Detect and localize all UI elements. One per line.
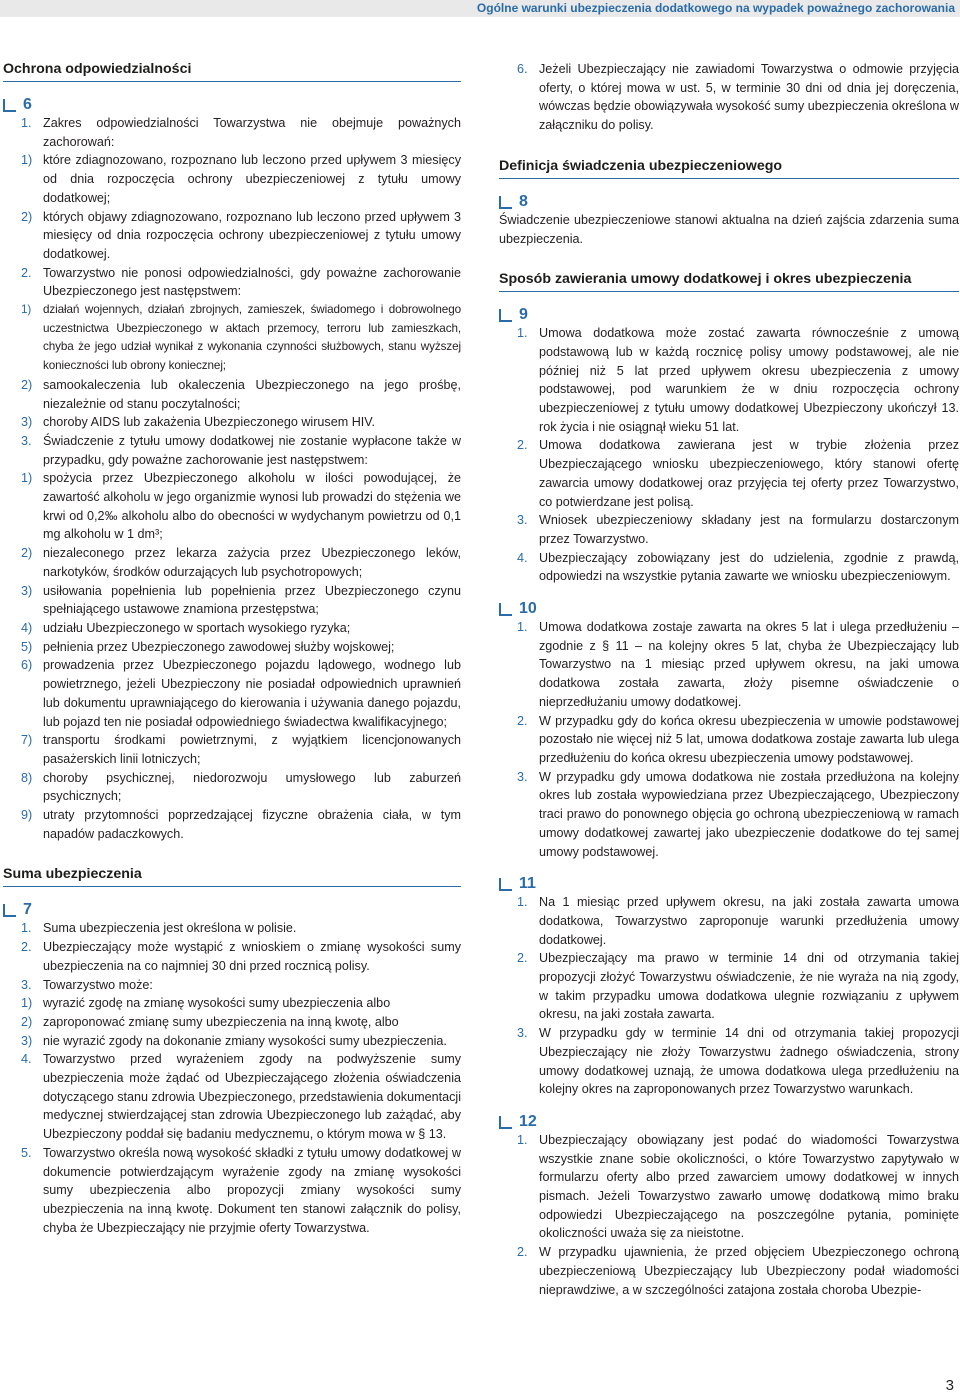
paragraph-number: 10 [519, 600, 537, 618]
list-text: działań wojennych, działań zbrojnych, zamieszek, świadomego i dobrowolnego uczestnictwa Ubezpieczonego w aktach przemocy, terroru lub zamieszkach, chyba że jego udział wynikał z wykonania czynności służbowych, stanu wyższej konieczności lub obrony koniecznej; [43, 303, 461, 373]
paragraph-heading-8 [499, 189, 959, 211]
list-number: 2. [517, 713, 528, 728]
list-text: Suma ubezpieczenia jest określona w polisie. [43, 921, 297, 936]
list-number: 1) [21, 471, 33, 486]
list-text: samookaleczenia lub okaleczenia Ubezpieczonego na jego prośbę, niezależnie od stanu poczytalności; [43, 377, 461, 411]
right-column [499, 60, 959, 1299]
list-number: 3. [21, 433, 32, 448]
list-number: 3) [21, 415, 33, 430]
list-item [499, 1243, 959, 1299]
list-text: Na 1 miesiąc przed upływem okresu, na jaki została zawarta umowa dodatkowa, Towarzystwo zaproponuje warunki przedłużenia umowy dodatkowej. [539, 895, 959, 947]
section-heading-liability: Ochrona odpowiedzialności [3, 60, 461, 82]
list-item [3, 1050, 461, 1144]
list-item [3, 301, 461, 376]
list-number: 2. [517, 438, 528, 453]
list-text: prowadzenia przez Ubezpieczonego pojazdu lądowego, wodnego lub powietrznego, jeżeli Ubezpieczony nie posiadał odpowiednich uprawnień lub dokumentu uprawniającego do kierowania i używania danego pojazdu, lub pojazd ten nie posiadał odpowiedniego świadectwa kwalifikacyjnego; [43, 658, 461, 729]
list-number: 1. [21, 116, 32, 130]
paragraph-mark-icon [499, 603, 512, 616]
list-text: pełnienia przez Ubezpieczonego zawodowej służby wojskowej; [43, 639, 395, 654]
list-item [499, 511, 959, 548]
list-item [3, 208, 461, 264]
list-number: 8) [21, 770, 33, 785]
list-item [499, 324, 959, 436]
list-text: Umowa dodatkowa zostaje zawarta na okres 5 lat i ulega przedłużeniu – zgodnie z § 11 – na kolejny okres 5 lat, chyba że Ubezpieczający lub Towarzystwo na 1 miesiąc przed upływem okresu, na jaki umowa dodatkowa została zawarta, złoży pisemne oświadczenie o nieprzedłużaniu umowy dodatkowej. [539, 620, 959, 709]
list-text: nie wyrazić zgody na dokonanie zmiany wysokości sumy ubezpieczenia. [43, 1033, 447, 1048]
list-item [3, 582, 461, 619]
list-number: 2. [517, 951, 528, 966]
list-text: które zdiagnozowano, rozpoznano lub leczono przed upływem 3 miesięcy od dnia rozpoczęcia ochrony ubezpieczeniowej z tytułu umowy dodatkowej; [43, 153, 461, 205]
page-number: 3 [945, 1377, 954, 1394]
list-item [3, 432, 461, 469]
list-text: W przypadku gdy umowa dodatkowa nie została przedłużona na kolejny okres lub została wypowiedziana przez Ubezpieczającego, Ubezpieczony traci prawo do ponownego objęcia go ochroną ubezpieczeniową w ramach umowy dodatkowej zawartej jako ubezpieczenie dodatkowe do tej samej umowy podstawowej. [539, 769, 959, 859]
paragraph-number: 11 [519, 875, 536, 893]
list-item [3, 919, 461, 938]
list-item [3, 1032, 461, 1051]
list-text: usiłowania popełnienia lub popełnienia przez Ubezpieczonego czynu spełniającego ustawowe znamiona przestępstwa; [43, 583, 461, 617]
list-number: 3. [517, 1026, 528, 1041]
list-item [3, 1144, 461, 1238]
paragraph-heading-11 [499, 871, 959, 893]
list-text: zaproponować zmianę sumy ubezpieczenia na inną kwotę, albo [43, 1014, 399, 1029]
list-text: choroby AIDS lub zakażenia Ubezpieczonego wirusem HIV. [43, 415, 376, 430]
list-item [3, 413, 461, 432]
list-text: Umowa dodatkowa może zostać zawarta równocześnie z umową podstawową lub w każdą rocznicę polisy umowy podstawowej, ale nie później niż 5 lat przed upływem okresu ubezpieczenia z umowy podstawowej, pod warunkiem że w dniu rozpoczęcia ochrony ubezpieczeniowej z tytułu umowy dodatkowej Ubezpieczony ukończył 13. rok życia i nie osiągnął wieku 51 lat. [539, 326, 959, 434]
list-number: 2. [21, 265, 32, 280]
list-item [3, 806, 461, 843]
paragraph-number: 7 [23, 901, 32, 919]
list-number: 6. [517, 62, 528, 76]
paragraph-mark-icon [499, 1116, 512, 1129]
list-text: transportu środkami powietrznymi, z wyjątkiem licencjonowanych pasażerskich linii lotniczych; [43, 733, 461, 766]
list-item [3, 731, 461, 768]
list-text: W przypadku ujawnienia, że przed objęciem Ubezpieczonego ochroną ubezpieczeniową Ubezpieczający lub Ubezpieczony podał wiadomości nieprawdziwe, a w szczególności zatajona została choroba Ubezpie- [539, 1245, 959, 1297]
list-item [499, 768, 959, 862]
list-text: Zakres odpowiedzialności Towarzystwa nie obejmuje poważnych zachorowań: [43, 116, 461, 149]
list-number: 5. [21, 1145, 32, 1160]
list-text: Ubezpieczający obowiązany jest podać do wiadomości Towarzystwa wszystkie znane sobie okoliczności, o które Towarzystwo zapytywało w formularzu oferty albo przed zawarciem umowy dodatkowej w innych pismach. Jeżeli Towarzystwo zawarło umowę dodatkową mimo braku odpowiedzi Ubezpieczającego na poszczególne pytania, pominięte okoliczności uważa się za nieistotne. [539, 1132, 959, 1241]
list-number: 1. [21, 921, 32, 936]
list-number: 2. [21, 940, 32, 955]
list-number: 7) [21, 733, 33, 748]
list-number: 5) [21, 639, 33, 654]
list-text: Towarzystwo może: [43, 977, 153, 992]
running-header [0, 0, 960, 17]
list-item [3, 114, 461, 151]
list-text: spożycia przez Ubezpieczonego alkoholu w ilości powodującej, że zawartość alkoholu w jego organizmie wynosi lub prowadzi do stężenia we krwi od 0,2‰ alkoholu albo do obecności w wydychanym powietrzu od 0,1 mg alkoholu w 1 dm³; [43, 471, 461, 542]
list-number: 4. [21, 1052, 32, 1067]
list-item [499, 436, 959, 511]
list-item [3, 376, 461, 413]
list-text: Umowa dodatkowa zawierana jest w trybie złożenia przez Ubezpieczającego wniosku ubezpieczeniowego, który stanowi ofertę zawarcia umowy dodatkowej oraz przyjęcia tej oferty przez Towarzystwo, co potwierdzane jest polisą. [539, 438, 959, 509]
list-text: Jeżeli Ubezpieczający nie zawiadomi Towarzystwa o odmowie przyjęcia oferty, o której mowa w ust. 5, w terminie 30 dni od dnia jej doręczenia, wówczas będzie obowiązywała wysokość sumy ubezpieczenia określona w załączniku do polisy. [539, 62, 959, 133]
list-number: 2) [21, 209, 33, 224]
paragraph-number: 12 [519, 1112, 537, 1130]
list-text: W przypadku gdy do końca okresu ubezpieczenia w umowie podstawowej pozostało nie więcej niż 5 lat, umowa dodatkowa zostaje zawarta lub ulega przedłużeniu do końca okresu ubezpieczenia umowy podstawowej. [539, 713, 959, 765]
list-item [3, 619, 461, 638]
list-number: 3) [21, 1033, 33, 1048]
list-item [3, 994, 461, 1013]
list-number: 4) [21, 620, 33, 635]
list-text: Ubezpieczający zobowiązany jest do udzielenia, zgodnie z prawdą, odpowiedzi na wszystkie pytania zawarte we wniosku ubezpieczeniowym. [539, 550, 959, 584]
list-item [499, 549, 959, 586]
list-item [3, 769, 461, 806]
list-text: wyrazić zgodę na zmianę wysokości sumy ubezpieczenia albo [43, 996, 391, 1011]
list-number: 3) [21, 583, 33, 598]
list-item [499, 1024, 959, 1099]
list-item [3, 638, 461, 657]
list-item [3, 1013, 461, 1032]
list-item [3, 151, 461, 207]
paragraph-mark-icon [499, 196, 512, 209]
paragraph-mark-icon [499, 309, 512, 322]
left-column [3, 60, 461, 1237]
list-number: 6) [21, 658, 33, 673]
paragraph-heading-10 [499, 596, 959, 618]
list-number: 1) [21, 153, 33, 168]
list-number: 2) [21, 546, 33, 561]
list-item [3, 976, 461, 995]
list-text: choroby psychicznej, niedorozwoju umysłowego lub zaburzeń psychicznych; [43, 770, 461, 804]
list-text: których objawy zdiagnozowano, rozpoznano lub leczono przed upływem 3 miesięcy od dnia rozpoczęcia ochrony ubezpieczeniowej z tytułu umowy dodatkowej. [43, 209, 461, 261]
document-title: Ogólne warunki ubezpieczenia dodatkowego na wypadek poważnego zachorowania [476, 1, 955, 15]
list-item [499, 60, 959, 135]
list-text: niezaleconego przez lekarza zażycia przez Ubezpieczonego leków, narkotyków, środków odurzających lub psychotropowych; [43, 546, 461, 579]
paragraph-number: 8 [519, 192, 528, 210]
list-text: Wniosek ubezpieczeniowy składany jest na formularzu dostarczonym przez Towarzystwo. [539, 513, 959, 546]
section-heading-sum: Suma ubezpieczenia [3, 865, 461, 887]
list-item [3, 469, 461, 544]
list-item [3, 656, 461, 731]
list-text: Świadczenie z tytułu umowy dodatkowej nie zostanie wypłacone także w przypadku, gdy poważne zachorowanie jest następstwem: [43, 433, 461, 467]
list-number: 1. [517, 326, 528, 341]
list-number: 1. [517, 1132, 528, 1147]
list-item [3, 264, 461, 301]
paragraph-number: 9 [519, 306, 528, 324]
list-number: 1. [517, 620, 528, 635]
list-item [499, 1131, 959, 1243]
list-number: 3. [517, 769, 528, 784]
paragraph-mark-icon [499, 878, 512, 891]
paragraph-heading-6 [3, 92, 461, 114]
list-text: utraty przytomności poprzedzającej fizyczne obrażenia ciała, w tym napadów padaczkowych. [43, 808, 461, 841]
list-number: 3. [21, 977, 32, 992]
paragraph-text: Świadczenie ubezpieczeniowe stanowi aktualna na dzień zajścia zdarzenia suma ubezpieczenia. [499, 212, 959, 246]
list-number: 1. [517, 895, 528, 910]
list-text: W przypadku gdy w terminie 14 dni od otrzymania takiej propozycji Ubezpieczający nie złoży Towarzystwu żadnego oświadczenia, strony umowy dodatkowej uznają, że umowa dodatkowa ulega przedłużeniu na kolejny okres na zaproponowanych przez Towarzystwo warunkach. [539, 1026, 959, 1097]
list-number: 4. [517, 550, 528, 565]
list-number: 2. [517, 1245, 528, 1260]
list-number: 3. [517, 513, 528, 528]
paragraph-heading-12 [499, 1109, 959, 1131]
paragraph-mark-icon [3, 904, 16, 917]
list-item [499, 949, 959, 1024]
paragraph-heading-9 [499, 302, 959, 324]
paragraph-mark-icon [3, 99, 16, 112]
list-number: 2) [21, 377, 33, 392]
section-heading-definition: Definicja świadczenia ubezpieczeniowego [499, 157, 959, 179]
section-heading-conclusion: Sposób zawierania umowy dodatkowej i okres ubezpieczenia [499, 270, 959, 292]
list-item [499, 712, 959, 768]
list-item [499, 618, 959, 712]
list-item [3, 544, 461, 581]
paragraph-number: 6 [23, 96, 32, 113]
list-number: 9) [21, 808, 33, 823]
list-number: 1) [21, 996, 33, 1011]
list-text: Towarzystwo określa nową wysokość składki z tytułu umowy dodatkowej w dokumencie potwierdzającym wyrażenie zgody na zmianę wysokości sumy ubezpieczenia albo propozycji zmiany wysokości sumy ubezpieczenia na inną kwotę. Dokument ten stanowi załącznik do polisy, chyba że Ubezpieczający nie przyjmie oferty Towarzystwa. [43, 1145, 461, 1235]
list-text: Ubezpieczający może wystąpić z wnioskiem o zmianę wysokości sumy ubezpieczenia na co najmniej 30 dni przed rocznicą polisy. [43, 940, 461, 973]
list-text: Ubezpieczający ma prawo w terminie 14 dni od otrzymania takiej propozycji złożyć Towarzystwu oświadczenie, że nie wyraża na nią zgody, w takim przypadku umowa dodatkowa ulegnie rozwiązaniu z upływem okresu, na jaki została zawarta. [539, 951, 959, 1022]
paragraph-heading-7 [3, 897, 461, 919]
list-number: 2) [21, 1014, 33, 1029]
list-text: Towarzystwo nie ponosi odpowiedzialności, gdy poważne zachorowanie Ubezpieczonego jest następstwem: [43, 265, 461, 299]
list-number: 1) [21, 303, 32, 317]
list-item [499, 893, 959, 949]
list-item [3, 938, 461, 975]
list-text: Towarzystwo przed wyrażeniem zgody na podwyższenie sumy ubezpieczenia może żądać od Ubezpieczającego złożenia oświadczenia dotyczącego stanu zdrowia Ubezpieczonego, przedstawienia dokumentacji medycznej stwierdzającej stan zdrowia Ubezpieczonego lub zażądać, aby Ubezpieczony poddał się badaniu medycznemu, o którym mowa w § 13. [43, 1052, 461, 1142]
list-text: udziału Ubezpieczonego w sportach wysokiego ryzyka; [43, 620, 351, 635]
